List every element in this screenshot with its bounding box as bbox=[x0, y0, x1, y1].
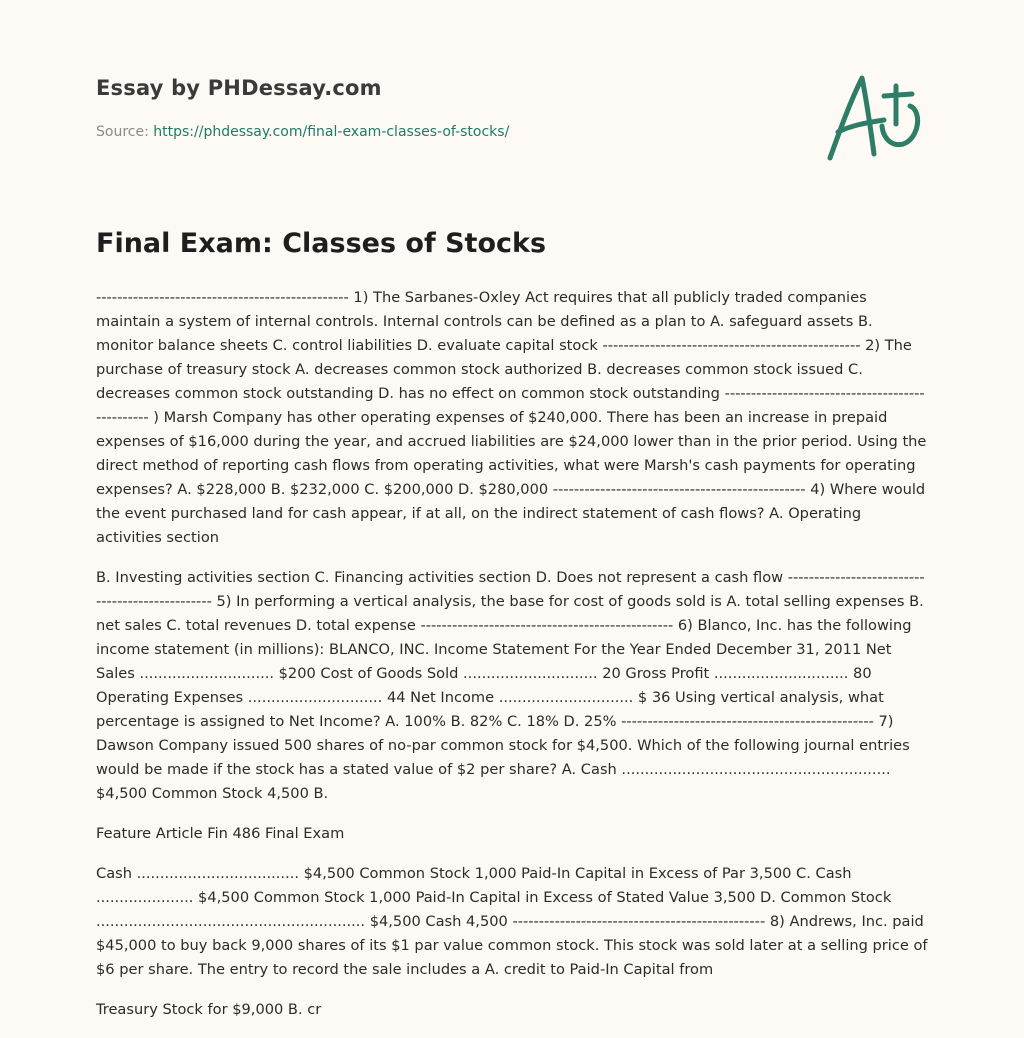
site-title: Essay by PHDessay.com bbox=[96, 76, 382, 100]
document-body bbox=[96, 286, 928, 1038]
a-plus-logo-icon bbox=[824, 68, 928, 164]
document-title: Final Exam: Classes of Stocks bbox=[96, 228, 547, 259]
paragraph: ------------------------------------------------ 1) The Sarbanes-Oxley Act requires that all publicly traded companies maintain a system of internal controls. Internal controls can be defined as a plan to A. safeguard assets B. monitor balance sheets C. control liabilities D. evaluate capital stock ------------------------------------------------- 2) The purchase of treasury stock A. decreases common stock authorized B. decreases common stock issued C. decreases common stock outstanding D. has no effect on common stock outstanding ------------------------------------------------ ) Marsh Company has other operating expenses of $240,000. There has been an increase in prepaid expenses of $16,000 during the year, and accrued liabilities are $24,000 lower than in the prior period. Using the direct method of reporting cash flows from operating activities, what were Marsh's cash payments for operating expenses? A. $228,000 B. $232,000 C. $200,000 D. $280,000 ------------------------------------------------ 4) Where would the event purchased land for cash appear, if at all, on the indirect statement of cash flows? A. Operating activities section bbox=[96, 289, 927, 546]
paragraph: B. Investing activities section C. Financing activities section D. Does not represent a cash flow ------------------------------------------------ 5) In performing a vertical analysis, the base for cost of goods sold is A. total selling expenses B. net sales C. total revenues D. total expense ------------------------------------------------ 6) Blanco, Inc. has the following income statement (in millions): BLANCO, INC. Income Statement For the Year Ended December 31, 2011 Net Sales ............................. $200 Cost of Goods Sold ............................. 20 Gross Profit ............................. 80 Operating Expenses ............................. 44 Net Income ............................. $ 36 Using vertical analysis, what percentage is assigned to Net Income? A. 100% B. 82% C. 18% D. 25% ------------------------------------------------ 7) Dawson Company issued 500 shares of no-par common stock for $4,500. Which of the following journal entries would be made if the stock has a stated value of $2 per share? A. Cash .......................................................... $4,500 Common Stock 4,500 B. bbox=[96, 569, 925, 802]
source-line bbox=[96, 124, 509, 140]
paragraph: Treasury Stock for $9,000 B. cr bbox=[96, 1001, 322, 1018]
source-label: Source: bbox=[96, 124, 149, 140]
paragraph: Feature Article Fin 486 Final Exam bbox=[96, 825, 345, 842]
paragraph: Cash ................................... $4,500 Common Stock 1,000 Paid-In Capital in Excess of Par 3,500 C. Cash ..................... $4,500 Common Stock 1,000 Paid-In Capital in Excess of Stated Value 3,500 D. Common Stock .......................................................... $4,500 Cash 4,500 ------------------------------------------------ 8) Andrews, Inc. paid $45,000 to buy back 9,000 shares of its $1 par value common stock. This stock was sold later at a selling price of $6 per share. The entry to record the sale includes a A. credit to Paid-In Capital from bbox=[96, 865, 928, 978]
source-link[interactable]: https://phdessay.com/final-exam-classes-of-stocks/ bbox=[153, 124, 510, 140]
